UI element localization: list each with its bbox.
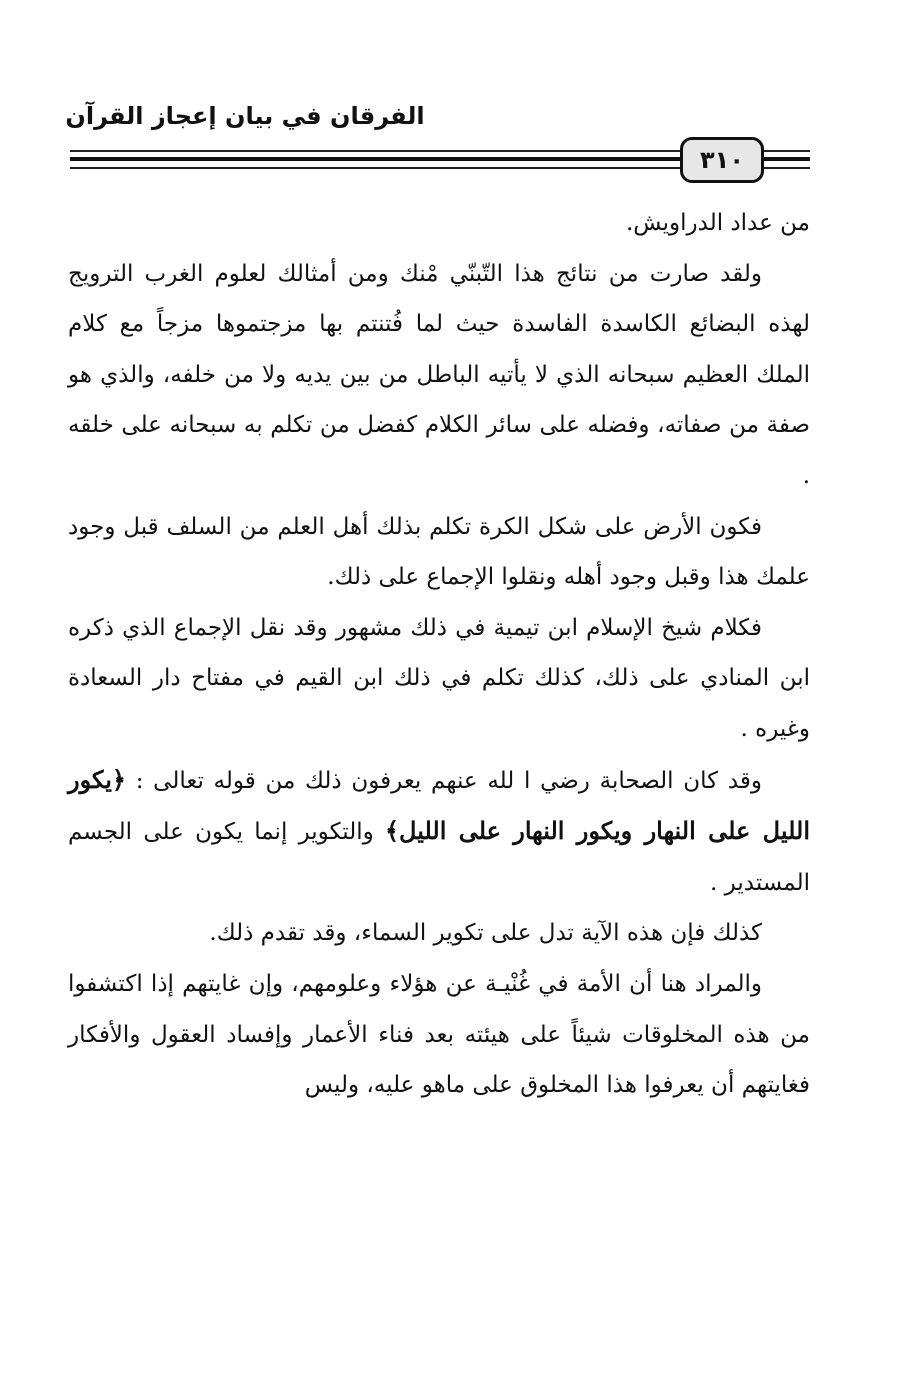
paragraph-4: فكلام شيخ الإسلام ابن تيمية في ذلك مشهور وقد نقل الإجماع الذي ذكره ابن المنادي على ذلك، كذلك تكلم في ذلك ابن القيم في مفتاح دار السعادة وغيره .: [68, 614, 810, 742]
paragraph-2: ولقد صارت من نتائج هذا التّبنّي مْنك ومن أمثالك لعلوم الغرب الترويج لهذه البضائع الكاسدة الفاسدة حيث لما فُتنتم بها مزجتموها مزجاً مع كلام الملك العظيم سبحانه الذي لا يأتيه الباطل من بين يديه ولا من خلفه، والذي هو صفة من صفاته، وفضله على سائر الكلام كفضل من تكلم به سبحانه على خلقه .: [68, 260, 810, 489]
paragraph-5-rest: والتكوير إنما يكون على الجسم المستدير .: [68, 819, 810, 896]
quran-verse: ﴿يكور الليل على النهار ويكور النهار على الليل﴾: [68, 764, 810, 846]
paragraph-3: فكون الأرض على شكل الكرة تكلم بذلك أهل العلم من السلف قبل وجود علمك هذا وقبل وجود أهله ونقلوا الإجماع على ذلك.: [68, 513, 810, 591]
paragraph-5: [68, 755, 810, 909]
paragraph-5-intro: وقد كان الصحابة رضي ا لله عنهم يعرفون ذلك من قوله تعالى :: [135, 767, 762, 794]
page-number-badge: ٣١٠: [680, 137, 764, 183]
paragraph-1: من عداد الدراويش.: [626, 210, 810, 236]
running-title: الفرقان في بيان إعجاز القرآن: [65, 102, 425, 130]
paragraph-6: كذلك فإن هذه الآية تدل على تكوير السماء، وقد تقدم ذلك.: [209, 920, 762, 947]
paragraph-7: والمراد هنا أن الأمة في غُنْيـة عن هؤلاء وعلومهم، وإن غايتهم إذا اكتشفوا من هذه المخلوقات شيئاً على هيئته بعد فناء الأعمار وإفساد العقول والأفكار فغايتهم أن يعرفوا هذا المخلوق على ماهو عليه، وليس: [68, 970, 810, 1099]
body-text: [68, 198, 810, 1111]
